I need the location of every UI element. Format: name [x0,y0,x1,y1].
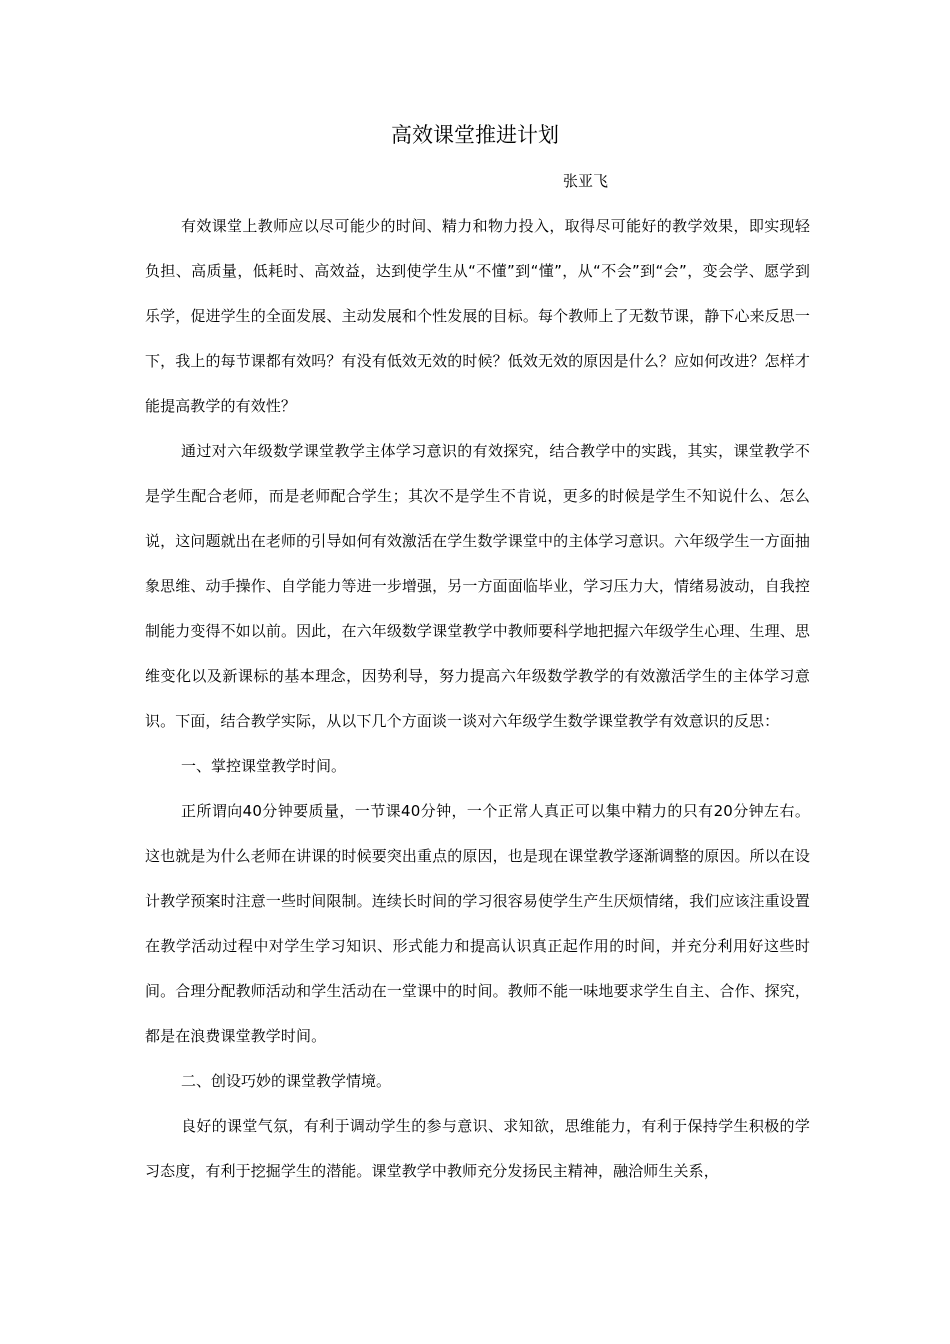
section-heading-time: 一、掌控课堂教学时间。 [181,757,347,775]
document-body [145,204,810,1194]
paragraph-time: 正所谓向40分钟要质量，一节课40分钟，一个正常人真正可以集中精力的只有20分钟左右。这也就是为什么老师在讲课的时候要突出重点的原因，也是现在课堂教学逐渐调整的原因。所以在设计教学预案时注意一些时间限制。连续长时间的学习很容易使学生产生厌烦情绪，我们应该注重设置在教学活动过程中对学生学习知识、形式能力和提高认识真正起作用的时间，并充分利用好这些时间。合理分配教师活动和学生活动在一堂课中的时间。教师不能一味地要求学生自主、合作、探究，都是在浪费课堂教学时间。 [145,802,810,1045]
paragraph-reflection: 通过对六年级数学课堂教学主体学习意识的有效探究，结合教学中的实践，其实，课堂教学不是学生配合老师，而是老师配合学生；其次不是学生不肯说，更多的时候是学生不知说什么、怎么说，这问题就出在老师的引导如何有效激活在学生数学课堂中的主体学习意识。六年级学生一方面抽象思维、动手操作、自学能力等进一步增强，另一方面面临毕业，学习压力大，情绪易波动，自我控制能力变得不如以前。因此，在六年级数学课堂教学中教师要科学地把握六年级学生心理、生理、思维变化以及新课标的基本理念，因势利导，努力提高六年级数学教学的有效激活学生的主体学习意识。下面，结合教学实际，从以下几个方面谈一谈对六年级学生数学课堂教学有效意识的反思： [145,442,810,730]
paragraph-situation: 良好的课堂气氛，有利于调动学生的参与意识、求知欲，思维能力，有利于保持学生积极的学习态度，有利于挖掘学生的潜能。课堂教学中教师充分发扬民主精神，融洽师生关系， [145,1117,810,1180]
document-title: 高效课堂推进计划 [391,123,559,147]
section-heading-situation: 二、创设巧妙的课堂教学情境。 [181,1072,392,1090]
paragraph-intro: 有效课堂上教师应以尽可能少的时间、精力和物力投入，取得尽可能好的教学效果，即实现轻负担、高质量，低耗时、高效益，达到使学生从“不懂”到“懂”，从“不会”到“会”，变会学、愿学到乐学，促进学生的全面发展、主动发展和个性发展的目标。每个教师上了无数节课，静下心来反思一下，我上的每节课都有效吗？有没有低效无效的时候？低效无效的原因是什么？应如何改进？怎样才能提高教学的有效性？ [145,217,810,415]
author-name: 张亚飞 [563,172,609,190]
